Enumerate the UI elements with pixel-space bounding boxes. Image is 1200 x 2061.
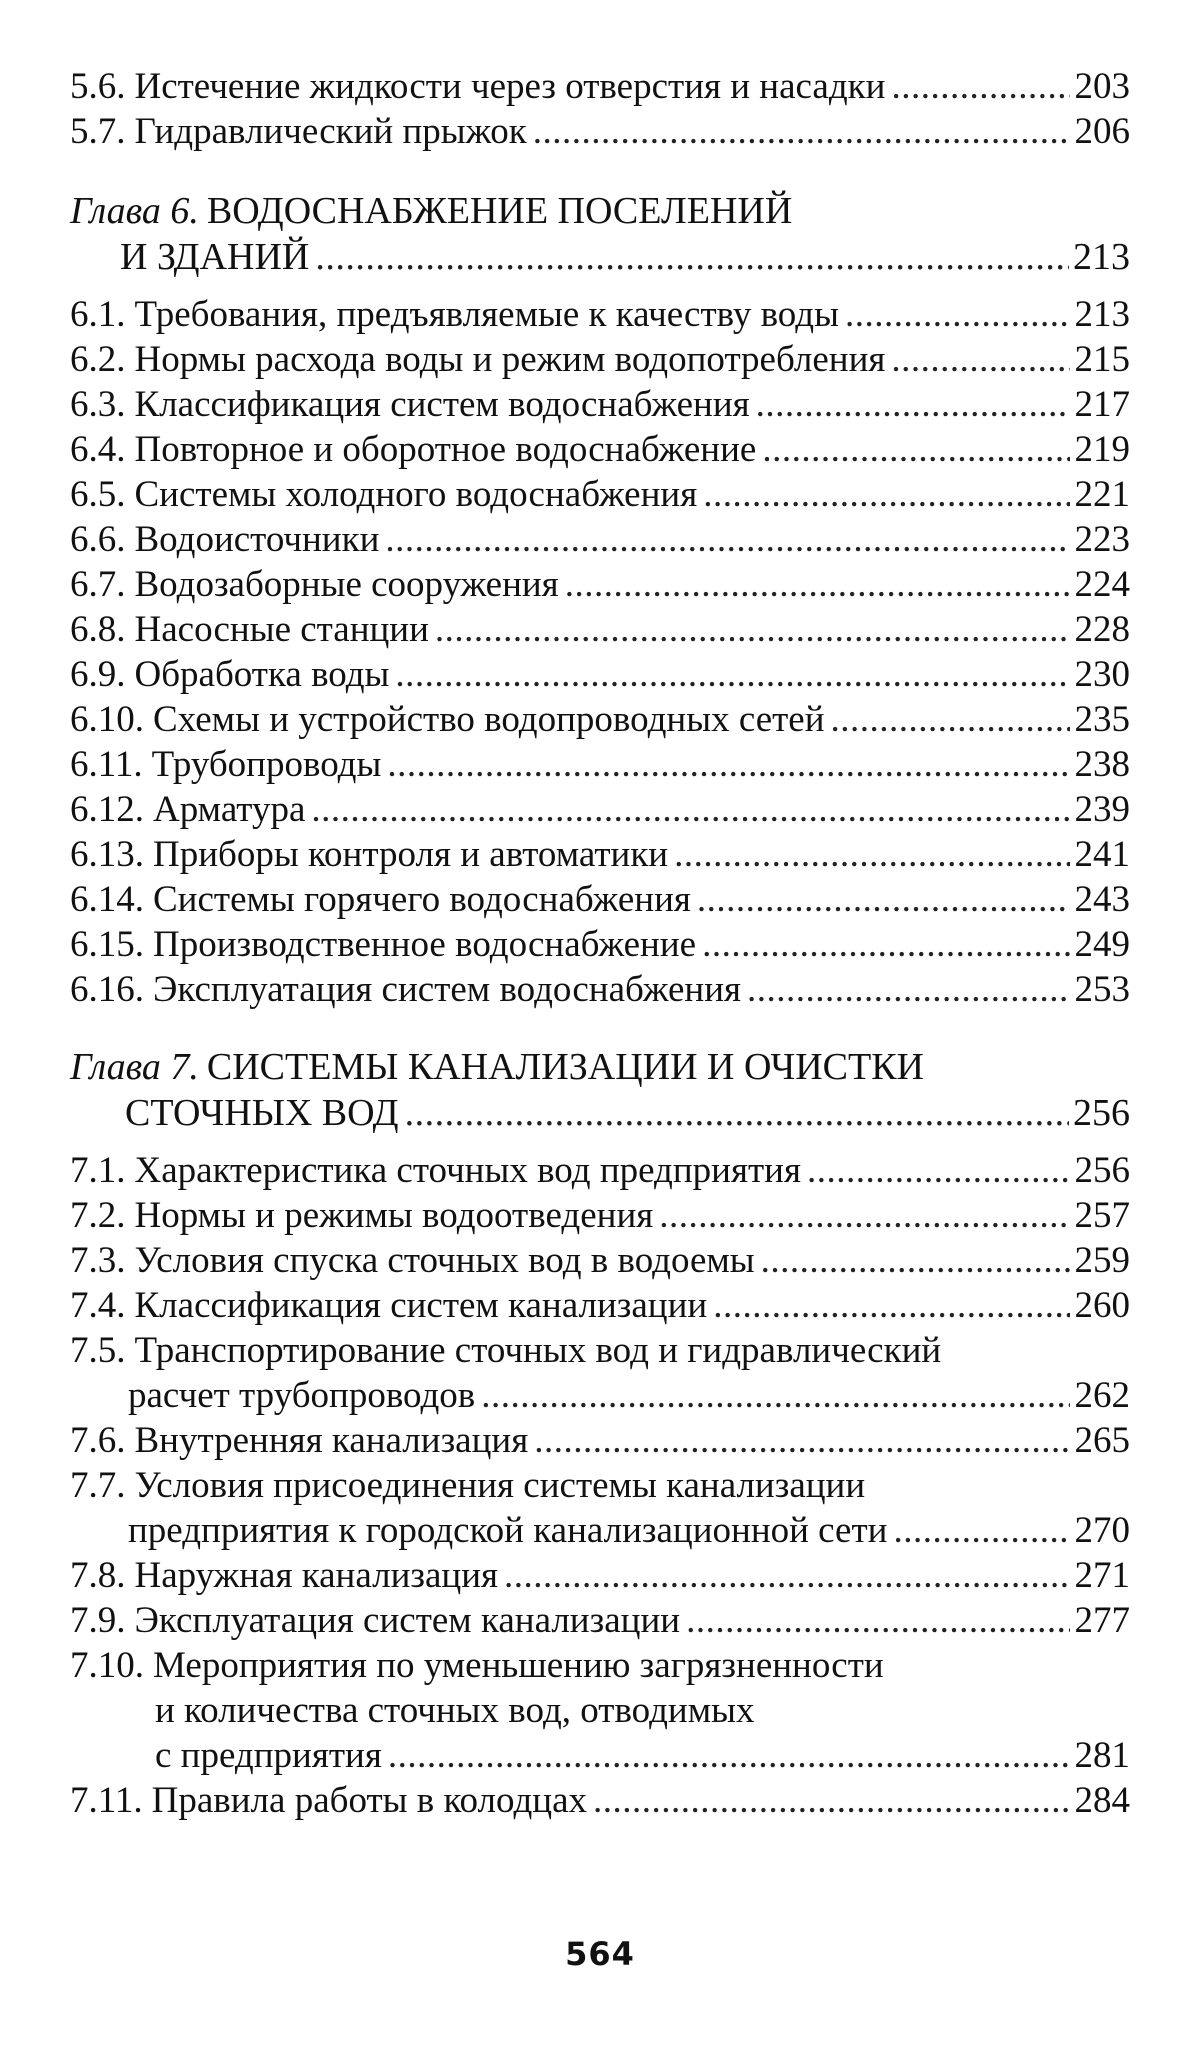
toc-entry-page: 228 — [1074, 609, 1130, 650]
chapter-heading — [70, 188, 1130, 280]
toc-entry-page: 203 — [1074, 66, 1130, 107]
dot-leader — [315, 234, 1069, 280]
toc-entry-title: Трубопроводы — [151, 744, 382, 785]
dot-leader — [747, 967, 1070, 1012]
toc-entry-page: 221 — [1074, 474, 1130, 515]
dot-leader — [405, 1090, 1069, 1136]
chapter-title: СТОЧНЫХ ВОД — [125, 1092, 399, 1134]
chapter-heading-line — [70, 1090, 1130, 1136]
chapter-heading-line — [70, 1044, 1130, 1090]
toc-entry-page: 224 — [1074, 564, 1130, 605]
toc-entry-number: 6.8. — [70, 609, 126, 650]
toc-entry-page: 262 — [1074, 1375, 1130, 1416]
toc-entry-title: Приборы контроля и автоматики — [153, 834, 669, 875]
toc-entry-page: 213 — [1074, 294, 1130, 335]
chapter-7-entries — [70, 1148, 1130, 1823]
toc-entry — [70, 787, 1130, 832]
toc-entry-number: 6.7. — [70, 564, 126, 605]
toc-entry — [70, 652, 1130, 697]
dot-leader — [891, 64, 1070, 109]
dot-leader — [504, 1553, 1070, 1598]
chapter-heading — [70, 1044, 1130, 1136]
toc-entry-page: 271 — [1074, 1555, 1130, 1596]
toc-entry-title: Водозаборные сооружения — [134, 564, 559, 605]
dot-leader — [395, 652, 1070, 697]
toc-entry — [70, 562, 1130, 607]
toc-entry-title: Внутренняя канализация — [134, 1420, 529, 1461]
dot-leader — [385, 517, 1070, 562]
toc-entry-number: 7.4. — [70, 1285, 126, 1326]
toc-entry-title: Системы холодного водоснабжения — [134, 474, 698, 515]
toc-entry-continuation — [70, 1508, 1130, 1553]
toc-entry-title: Повторное и оборотное водоснабжение — [134, 429, 757, 470]
chapter-label: Глава 7. — [70, 1046, 199, 1088]
toc-entry-number: 7.9. — [70, 1600, 126, 1641]
toc-entry-title: Истечение жидкости через отверстия и насадки — [134, 66, 886, 107]
toc-entry-number: 7.2. — [70, 1195, 126, 1236]
toc-entry-page: 265 — [1074, 1420, 1130, 1461]
dot-leader — [565, 562, 1070, 607]
toc-entry-title: Арматура — [153, 789, 306, 830]
toc-entry — [70, 742, 1130, 787]
toc-entry-number: 7.6. — [70, 1420, 126, 1461]
toc-entry-page: 259 — [1074, 1240, 1130, 1281]
toc-entry-title: Мероприятия по уменьшению загрязненности — [153, 1645, 884, 1686]
toc-entry-title: Гидравлический прыжок — [134, 111, 527, 152]
toc-entry-title: Правила работы в колодцах — [151, 1780, 588, 1821]
dot-leader — [674, 832, 1070, 877]
chapter-page: 256 — [1073, 1092, 1130, 1134]
chapter-page: 213 — [1073, 236, 1130, 278]
toc-entry-page: 235 — [1074, 699, 1130, 740]
toc-entry-page: 217 — [1074, 384, 1130, 425]
toc-entry-number: 7.5. — [70, 1330, 126, 1371]
toc-entry-number: 6.4. — [70, 429, 126, 470]
toc-entry — [70, 877, 1130, 922]
toc-entry-number: 6.10. — [70, 699, 144, 740]
toc-entry-number: 6.15. — [70, 924, 144, 965]
spacer — [70, 280, 1130, 292]
chapter-label: Глава 6. — [70, 190, 199, 232]
toc-entry-title: и количества сточных вод, отводимых — [155, 1690, 755, 1731]
toc-entry-page: 270 — [1074, 1510, 1130, 1551]
toc-entry-page: 277 — [1074, 1600, 1130, 1641]
toc-entry-number: 7.7. — [70, 1465, 126, 1506]
toc-entry-number: 6.6. — [70, 519, 126, 560]
chapter-heading-line — [70, 188, 1130, 234]
toc-entry-title: Условия присоединения системы канализации — [134, 1465, 866, 1506]
toc-entry-title: Требования, предъявляемые к качеству воды — [134, 294, 839, 335]
dot-leader — [388, 1733, 1070, 1778]
toc-entry-page: 284 — [1074, 1780, 1130, 1821]
toc-entry-page: 219 — [1074, 429, 1130, 470]
toc-entry-title: Производственное водоснабжение — [153, 924, 697, 965]
toc-entry — [70, 832, 1130, 877]
toc-entry-title: предприятия к городской канализационной сети — [128, 1510, 888, 1551]
toc-entry — [70, 1148, 1130, 1193]
toc-entry-page: 257 — [1074, 1195, 1130, 1236]
toc-entry-title: Транспортирование сточных вод и гидравлический — [134, 1330, 942, 1371]
dot-leader — [435, 607, 1070, 652]
dot-leader — [761, 1238, 1070, 1283]
toc-entry-number: 7.11. — [70, 1780, 143, 1821]
dot-leader — [311, 787, 1070, 832]
toc-entry-page: 230 — [1074, 654, 1130, 695]
toc-entry-title: Системы горячего водоснабжения — [153, 879, 691, 920]
toc-entry-number: 7.1. — [70, 1150, 126, 1191]
toc-entry-number: 6.5. — [70, 474, 126, 515]
toc-entry — [70, 472, 1130, 517]
toc-entry-page: 281 — [1074, 1735, 1130, 1776]
dot-leader — [756, 382, 1070, 427]
spacer — [70, 1136, 1130, 1148]
page-number: 564 — [565, 1935, 635, 1973]
toc-entry-number: 5.7. — [70, 111, 126, 152]
toc-entry-page: 238 — [1074, 744, 1130, 785]
toc-entry-title: Обработка воды — [134, 654, 390, 695]
toc-entry — [70, 1328, 1130, 1373]
toc-entry-title: Наружная канализация — [134, 1555, 499, 1596]
toc-entry-page: 249 — [1074, 924, 1130, 965]
toc-entry-number: 6.2. — [70, 339, 126, 380]
toc-entry-number: 7.8. — [70, 1555, 126, 1596]
toc-entry — [70, 337, 1130, 382]
dot-leader — [845, 292, 1070, 337]
toc-entry-title: Характеристика сточных вод предприятия — [134, 1150, 801, 1191]
toc-entry-page: 215 — [1074, 339, 1130, 380]
toc-entry — [70, 1193, 1130, 1238]
dot-leader — [702, 922, 1070, 967]
toc-entry-title: Условия спуска сточных вод в водоемы — [134, 1240, 755, 1281]
toc-entry-number: 6.16. — [70, 969, 144, 1010]
toc-entry — [70, 382, 1130, 427]
toc-entry-page: 256 — [1074, 1150, 1130, 1191]
toc-entry-number: 7.3. — [70, 1240, 126, 1281]
toc-entry-title: Схемы и устройство водопроводных сетей — [153, 699, 825, 740]
dot-leader — [533, 109, 1070, 154]
dot-leader — [831, 697, 1070, 742]
chapter-title: СИСТЕМЫ КАНАЛИЗАЦИИ И ОЧИСТКИ — [206, 1046, 924, 1088]
toc-entry-number: 6.14. — [70, 879, 144, 920]
toc-entry-page: 239 — [1074, 789, 1130, 830]
toc-entry — [70, 697, 1130, 742]
toc-entry-page: 243 — [1074, 879, 1130, 920]
toc-entry — [70, 1778, 1130, 1823]
toc-entry-title: Нормы и режимы водоотведения — [134, 1195, 654, 1236]
dot-leader — [703, 472, 1070, 517]
toc-entry-number: 5.6. — [70, 66, 126, 107]
dot-leader — [387, 742, 1070, 787]
toc-entry-title: с предприятия — [155, 1735, 382, 1776]
toc-entry-title: Насосные станции — [134, 609, 429, 650]
toc-entry-continuation — [70, 1688, 1130, 1733]
toc-entry-title: Классификация систем канализации — [134, 1285, 708, 1326]
toc-entry — [70, 517, 1130, 562]
table-of-contents — [70, 64, 1130, 1823]
toc-entry-number: 7.10. — [70, 1645, 144, 1686]
dot-leader — [686, 1598, 1070, 1643]
toc-entry-number: 6.9. — [70, 654, 126, 695]
toc-entry-title: Водоисточники — [134, 519, 380, 560]
toc-entry — [70, 1283, 1130, 1328]
toc-entry-title: Классификация систем водоснабжения — [134, 384, 750, 425]
toc-entry-page: 223 — [1074, 519, 1130, 560]
toc-entry-title: Эксплуатация систем водоснабжения — [153, 969, 742, 1010]
toc-entry-title: Нормы расхода воды и режим водопотребления — [134, 339, 886, 380]
toc-entry-page: 241 — [1074, 834, 1130, 875]
toc-entry-number: 6.13. — [70, 834, 144, 875]
dot-leader — [807, 1148, 1070, 1193]
toc-entry — [70, 1238, 1130, 1283]
dot-leader — [893, 1508, 1070, 1553]
toc-entry — [70, 967, 1130, 1012]
dot-leader — [697, 877, 1070, 922]
dot-leader — [713, 1283, 1070, 1328]
chapter-title: ВОДОСНАБЖЕНИЕ ПОСЕЛЕНИЙ — [206, 190, 793, 232]
toc-entry — [70, 64, 1130, 109]
toc-entry — [70, 1553, 1130, 1598]
dot-leader — [481, 1373, 1070, 1418]
toc-entry-continuation — [70, 1733, 1130, 1778]
toc-entry — [70, 292, 1130, 337]
toc-entry — [70, 1598, 1130, 1643]
dot-leader — [762, 427, 1070, 472]
dot-leader — [593, 1778, 1070, 1823]
toc-entry-title: Эксплуатация систем канализации — [134, 1600, 681, 1641]
chapter-title: И ЗДАНИЙ — [120, 236, 310, 278]
dot-leader — [534, 1418, 1070, 1463]
toc-entry-title: расчет трубопроводов — [128, 1375, 476, 1416]
toc-entry — [70, 1643, 1130, 1688]
toc-entry-page: 260 — [1074, 1285, 1130, 1326]
dot-leader — [891, 337, 1070, 382]
toc-entry-number: 6.3. — [70, 384, 126, 425]
toc-entry — [70, 109, 1130, 154]
toc-entry-number: 6.1. — [70, 294, 126, 335]
toc-entry-page: 206 — [1074, 111, 1130, 152]
dot-leader — [659, 1193, 1070, 1238]
toc-entry — [70, 1418, 1130, 1463]
toc-entry-number: 6.11. — [70, 744, 143, 785]
chapter-heading-line — [70, 234, 1130, 280]
toc-entry-number: 6.12. — [70, 789, 144, 830]
toc-entry — [70, 1463, 1130, 1508]
toc-entry — [70, 427, 1130, 472]
chapter-6-entries — [70, 292, 1130, 1012]
toc-entry — [70, 922, 1130, 967]
toc-entry-continuation — [70, 1373, 1130, 1418]
toc-entry — [70, 607, 1130, 652]
toc-entry-page: 253 — [1074, 969, 1130, 1010]
